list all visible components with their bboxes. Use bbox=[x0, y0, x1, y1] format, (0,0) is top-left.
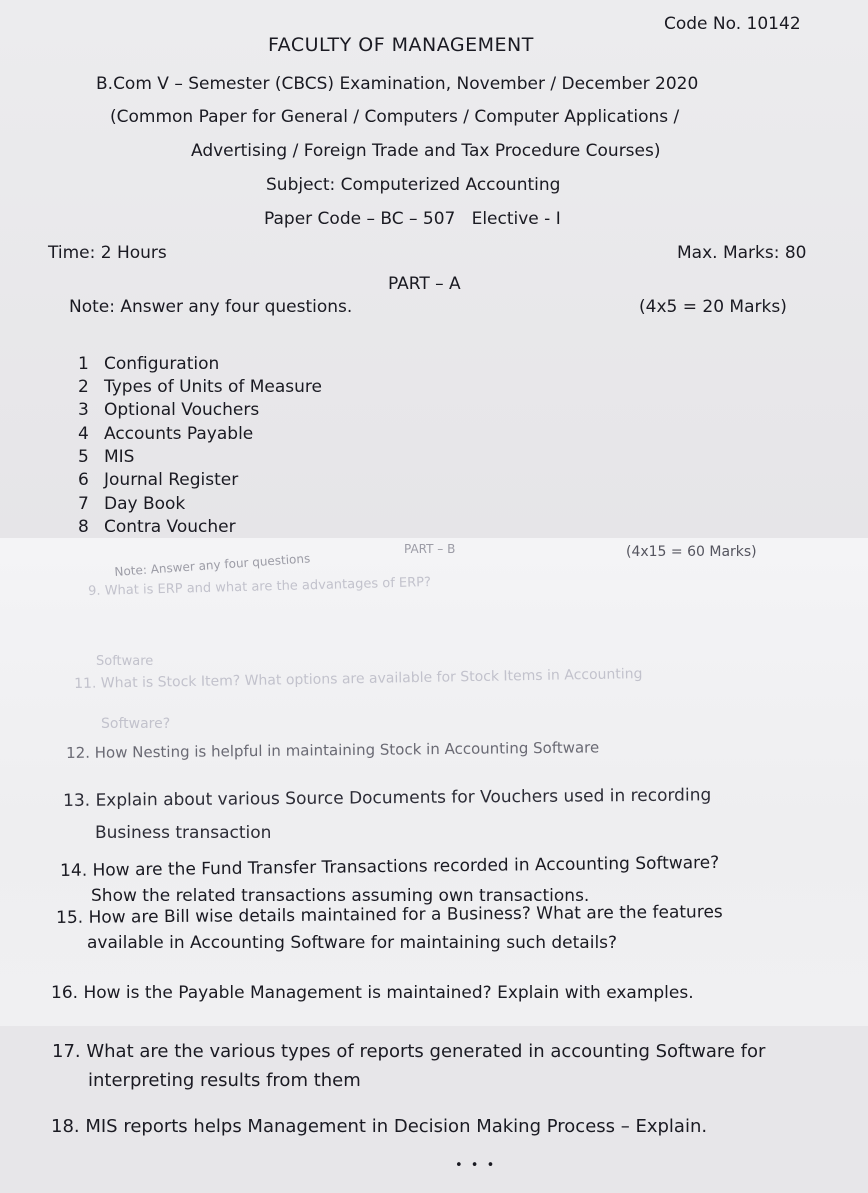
question-15-line-1: 15. How are Bill wise details maintained for a Business? What are the features bbox=[56, 902, 723, 928]
code-number: Code No. 10142 bbox=[664, 14, 801, 34]
part-a-title: PART – A bbox=[388, 274, 461, 294]
part-a-item: 2 Types of Units of Measure bbox=[78, 377, 323, 397]
part-a-note: Note: Answer any four questions. bbox=[69, 297, 353, 317]
question-14-line-1: 14. How are the Fund Transfer Transactions recorded in Accounting Software? bbox=[60, 852, 720, 881]
max-marks: Max. Marks: 80 bbox=[677, 243, 807, 263]
part-b-marks: (4x15 = 60 Marks) bbox=[626, 544, 757, 560]
paper-code-line: Paper Code – BC – 507 Elective - I bbox=[264, 209, 561, 229]
question-14-line-2: Show the related transactions assuming own transactions. bbox=[91, 886, 590, 906]
exam-title: B.Com V – Semester (CBCS) Examination, November / December 2020 bbox=[96, 74, 699, 94]
question-18: 18. MIS reports helps Management in Decision Making Process – Explain. bbox=[51, 1116, 708, 1137]
question-10-end: Software bbox=[96, 654, 154, 669]
question-11: 11. What is Stock Item? What options are available for Stock Items in Accounting bbox=[74, 666, 643, 692]
question-12: 12. How Nesting is helpful in maintaining Stock in Accounting Software bbox=[66, 738, 600, 762]
question-16: 16. How is the Payable Management is maintained? Explain with examples. bbox=[51, 983, 694, 1003]
part-a-item: 1 Configuration bbox=[78, 354, 220, 374]
part-b-note: Note: Answer any four questions bbox=[114, 551, 311, 579]
part-a-item: 3 Optional Vouchers bbox=[78, 400, 260, 420]
subject-line: Subject: Computerized Accounting bbox=[266, 175, 561, 195]
time-allowed: Time: 2 Hours bbox=[48, 243, 167, 263]
part-a-marks: (4x5 = 20 Marks) bbox=[639, 297, 787, 317]
question-11-end: Software? bbox=[101, 716, 171, 732]
question-13-line-2: Business transaction bbox=[95, 823, 272, 843]
part-b-title: PART – B bbox=[404, 542, 456, 556]
faculty-title: FACULTY OF MANAGEMENT bbox=[268, 34, 534, 56]
common-paper-line-1: (Common Paper for General / Computers / Computer Applications / bbox=[110, 107, 680, 127]
common-paper-line-2: Advertising / Foreign Trade and Tax Procedure Courses) bbox=[191, 141, 661, 161]
part-a-item: 8 Contra Voucher bbox=[78, 517, 236, 537]
part-a-item: 7 Day Book bbox=[78, 494, 186, 514]
question-15-line-2: available in Accounting Software for maintaining such details? bbox=[87, 933, 618, 953]
question-13-line-1: 13. Explain about various Source Documents for Vouchers used in recording bbox=[63, 785, 712, 811]
question-17-line-1: 17. What are the various types of reports generated in accounting Software for bbox=[52, 1041, 766, 1062]
part-a-item: 4 Accounts Payable bbox=[78, 424, 254, 444]
question-17-line-2: interpreting results from them bbox=[88, 1070, 361, 1091]
continuation-ellipsis: • • • bbox=[455, 1158, 497, 1173]
part-a-item: 6 Journal Register bbox=[78, 470, 239, 490]
question-9: 9. What is ERP and what are the advantages of ERP? bbox=[88, 575, 432, 599]
part-a-item: 5 MIS bbox=[78, 447, 135, 467]
